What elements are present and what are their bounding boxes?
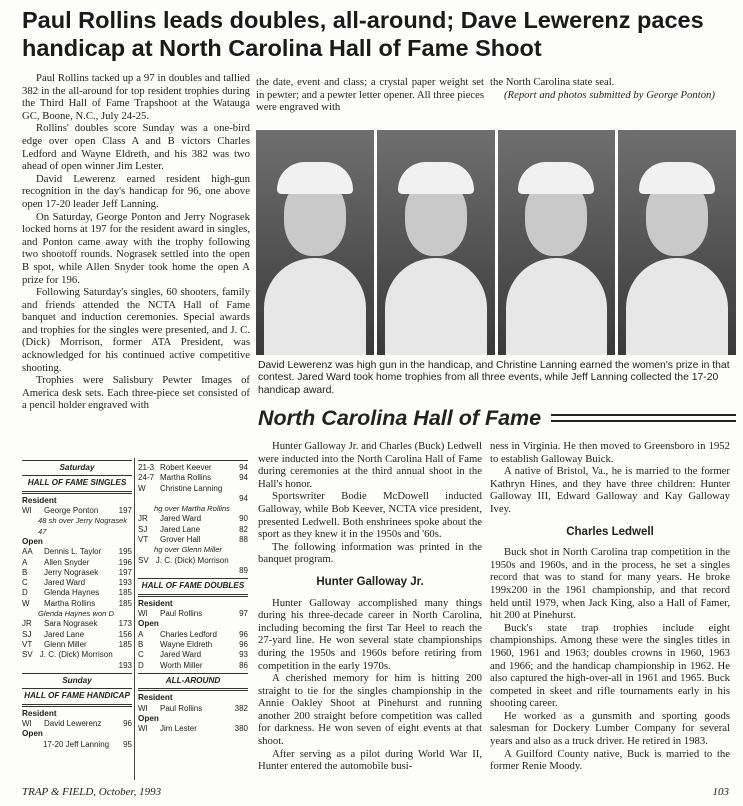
results-rule — [22, 704, 132, 707]
result-class: D — [138, 660, 144, 670]
hall-of-fame-banner — [258, 403, 736, 433]
result-row — [22, 568, 132, 578]
result-name: 17-20 Jeff Lanning — [42, 739, 110, 749]
result-row — [138, 609, 248, 619]
event-title: HALL OF FAME DOUBLES — [141, 581, 245, 591]
result-score: 380 — [234, 724, 248, 734]
hof-intro-paragraph: Hunter Galloway Jr. and Charles (Buck) Ledwell were inducted into the North Carolina Hall of Fame during ceremonies at the third annual shoot in the Hall's honor. — [258, 440, 482, 490]
result-class: SJ — [138, 524, 148, 534]
shooter-photo — [256, 130, 374, 355]
hof-intro-paragraph: Sportswriter Bodie McDowell inducted Galloway, while Bob Keever, NCTA vice president, presented Ledwell. Both enshrinees spoke about the sport as they knew it in the 1950s and '60s. — [258, 490, 482, 541]
result-score: 97 — [239, 609, 248, 619]
hof-intro-paragraph: The following information was printed in the banquet program. — [258, 540, 482, 566]
result-class: D — [22, 588, 28, 598]
result-score: 94 — [239, 493, 248, 503]
result-row — [22, 578, 132, 588]
story-column-left — [22, 72, 250, 412]
headline: Paul Rollins leads doubles, all-around; Dave Lewerenz paces handicap at North Carolina Hall of Fame Shoot — [22, 7, 704, 61]
result-score: 89 — [239, 565, 248, 575]
story-paragraph: Following Saturday's singles, 60 shooters, family and friends attended the NCTA Hall of Fame banquet and induction ceremonies. Special awards and trophies for the singles were presented, and J. C. (Dick) Morrison, former ATA President, was acknowledged for his continued active competitive shooting. — [22, 286, 250, 374]
result-name: Jerry Nograsek — [44, 567, 99, 577]
result-name: Dennis L. Taylor — [44, 547, 102, 557]
result-name: J. C. (Dick) Morrison — [39, 650, 113, 660]
result-score: 185 — [118, 588, 132, 598]
result-name: Glenn Miller — [44, 639, 87, 649]
result-note: Glenda Haynes won D — [38, 609, 114, 619]
result-row — [22, 650, 132, 660]
result-name: Paul Rollins — [160, 609, 203, 619]
footer-left: TRAP & FIELD, October, 1993 — [22, 786, 162, 798]
result-class: SV — [138, 555, 149, 565]
result-score: 90 — [239, 514, 248, 524]
result-class: JR — [138, 514, 148, 524]
result-name: Worth Miller — [160, 660, 203, 670]
result-note: hg over Glenn Miller — [154, 545, 222, 555]
result-score — [113, 650, 132, 660]
result-score: 193 — [118, 578, 132, 588]
result-name: Jared Ward — [160, 514, 202, 524]
result-class — [22, 740, 43, 750]
photo-figure-body — [385, 258, 487, 355]
result-class: WI — [138, 703, 148, 713]
report-credit: (Report and photos submitted by George Ponton) — [504, 88, 715, 101]
result-row — [138, 704, 248, 714]
result-row — [138, 640, 248, 650]
result-name: Grover Hall — [160, 535, 201, 545]
galloway-paragraph: After serving as a pilot during World War II, Hunter entered the automobile busi- — [258, 747, 482, 773]
photo-strip — [256, 130, 736, 355]
story-column-middle-top — [256, 76, 484, 114]
result-name: Jared Ward — [160, 650, 202, 660]
galloway-paragraph: A cherished memory for him is hitting 200 straight to tie for the singles championship in the Annie Oakley Shoot at Pinehurst and running another 200 straight before competition was called for darkness. He won seven of eight events at that shoot. — [258, 672, 482, 748]
story-paragraph: On Saturday, George Ponton and Jerry Nograsek locked horns at 197 for the resident award in singles, and Ponton came away with the trophy following two shootoff rounds. Nograsek settled into the open B spot, while Allen Snyder took home the open A prize for 196. — [22, 210, 250, 286]
result-row — [22, 599, 132, 609]
event-title: HALL OF FAME SINGLES — [27, 478, 127, 488]
results-rule — [138, 688, 248, 691]
result-name: Glenda Haynes — [44, 588, 100, 598]
story-paragraph: Paul Rollins tacked up a 97 in doubles and tallied 382 in the all-around for top resident trophies during the Third Hall of Fame Trapshoot at the Watauga GC, Boone, N.C., July 24-25. — [22, 72, 250, 122]
event-title: HALL OF FAME HANDICAP — [24, 691, 130, 701]
result-score — [224, 484, 248, 494]
result-row — [22, 630, 132, 640]
result-class: WI — [138, 724, 148, 734]
result-name: David Lewerenz — [44, 718, 102, 728]
resident-label: Resident — [138, 598, 173, 608]
result-name: Paul Rollins — [160, 703, 203, 713]
result-row — [22, 619, 132, 629]
result-note: 48 sh over Jerry Nograsek 47 — [38, 516, 128, 536]
result-row — [138, 556, 248, 566]
result-name: Wayne Eldreth — [160, 639, 213, 649]
results-rule — [138, 673, 248, 674]
result-row — [138, 484, 248, 494]
result-name: Jared Lane — [160, 524, 201, 534]
result-class: VT — [138, 535, 149, 545]
result-class: 24-7 — [138, 473, 155, 483]
results-box-left — [22, 458, 132, 750]
open-label: Open — [22, 729, 43, 739]
result-score: 94 — [239, 463, 248, 472]
ledwell-subhead: Charles Ledwell — [566, 525, 654, 538]
result-name: Jared Lane — [44, 629, 85, 639]
story-end: the North Carolina state seal. — [490, 76, 615, 88]
story-paragraph: Trophies were Salisbury Pewter Images of America desk sets. Each three-piece set consisted of a pencil holder engraved with — [22, 374, 250, 412]
result-row — [138, 473, 248, 483]
result-class: SJ — [22, 629, 32, 639]
result-score: 382 — [234, 703, 248, 713]
result-score: 173 — [118, 619, 132, 629]
result-class: VT — [22, 639, 33, 649]
result-class: W — [138, 483, 146, 493]
day-label: Sunday — [62, 675, 92, 685]
result-score: 96 — [239, 629, 248, 639]
result-class: SV — [22, 650, 33, 660]
result-class: A — [22, 557, 28, 567]
results-rule — [138, 578, 248, 579]
story-continuation: the date, event and class; a crystal paper weight set in pewter; and a pewter letter opener. All three pieces were engraved with — [256, 76, 484, 114]
result-score: 82 — [239, 524, 248, 534]
result-name: Martha Rollins — [160, 473, 212, 483]
galloway-paragraph: A native of Bristol, Va., he is married to the former Kathryn Hines, and they have three children: Hunter Galloway III, Edward Galloway and Kay Galloway Ivey. — [490, 465, 730, 515]
photo-figure-body — [506, 258, 608, 355]
result-row — [138, 661, 248, 671]
ledwell-paragraph: A Guilford County native, Buck is married to the former Renie Moody. — [490, 747, 730, 773]
result-score: 93 — [239, 650, 248, 660]
result-score: 195 — [118, 547, 132, 557]
result-score — [229, 556, 248, 566]
result-row — [138, 650, 248, 660]
story-column-right-top — [490, 76, 730, 101]
result-row — [138, 724, 248, 734]
result-class: WI — [22, 506, 32, 516]
galloway-subhead: Hunter Galloway Jr. — [316, 575, 424, 588]
result-name: Allen Snyder — [44, 557, 90, 567]
result-name: Jared Ward — [44, 578, 86, 588]
results-rule — [138, 594, 248, 597]
ledwell-paragraph: Buck shot in North Carolina trap competition in the 1950s and 1960s, and in the process, he set a singles record that was to stand for many years. He broke 199x200 in the 1961 championship, and that record held until 1979, when Jack King, also a Hall of Famer, hit 200 at Pinehurst. — [490, 546, 730, 622]
result-class: JR — [22, 619, 32, 629]
result-row — [22, 640, 132, 650]
photo-figure-cap — [398, 162, 474, 194]
result-class: WI — [138, 609, 148, 619]
result-row — [22, 740, 132, 750]
result-name: Christine Lanning — [160, 483, 223, 493]
result-row — [138, 525, 248, 535]
result-name: Martha Rollins — [44, 598, 96, 608]
result-name: Sara Nograsek — [44, 619, 98, 629]
result-class: C — [22, 578, 28, 588]
result-score: 86 — [239, 660, 248, 670]
result-name: Robert Keever — [160, 463, 212, 472]
results-rule — [22, 491, 132, 494]
open-label: Open — [138, 619, 159, 629]
results-rule — [138, 460, 248, 461]
story-paragraph: David Lewerenz earned resident high-gun recognition in the day's handicap for 96, one above open 17-20 leader Jeff Lanning. — [22, 172, 250, 210]
ledwell-paragraph: He worked as a gunsmith and sporting goods salesman for Dockery Lumber Company for several years and also as a truck driver. He retired in 1983. — [490, 709, 730, 748]
resident-label: Resident — [22, 708, 57, 718]
results-divider — [134, 458, 135, 780]
resident-label: Resident — [138, 693, 173, 703]
result-score: 95 — [123, 739, 132, 749]
result-name: Jim Lester — [160, 724, 197, 734]
result-class: B — [138, 639, 144, 649]
result-score: 88 — [239, 535, 248, 545]
photo-figure-body — [264, 258, 366, 355]
resident-label: Resident — [22, 495, 57, 505]
shooter-photo — [498, 130, 616, 355]
result-class: B — [22, 567, 28, 577]
results-box-right — [138, 458, 248, 735]
shooter-photo — [618, 130, 736, 355]
result-row — [22, 558, 132, 568]
result-row — [138, 463, 248, 473]
ledwell-paragraph: Buck's state trap trophies include eight championships. Among these were the singles titles in 1960, 1961 and 1963; doubles crowns in 1960, 1963 and 1966; and the handicap championship in 1962. He also captured the high-over-all in 1961 and 1965. Buck competed in skeet and rifle tournaments early in his shooting career. — [490, 621, 730, 710]
result-score: 185 — [118, 598, 132, 608]
results-rule — [22, 460, 132, 461]
result-class: C — [138, 650, 144, 660]
result-name: Charles Ledford — [160, 629, 217, 639]
result-name: George Ponton — [44, 506, 99, 516]
banner-rule — [551, 414, 736, 422]
photo-caption: David Lewerenz was high gun in the handicap, and Christine Lanning earned the women's prize in that contest. Jared Ward took home trophies from all three events, while Jeff Lanning collected the 17-20 handicap award. — [258, 360, 730, 396]
results-rule — [22, 475, 132, 476]
result-class: A — [138, 629, 144, 639]
result-score: 156 — [118, 629, 132, 639]
result-class: WI — [22, 718, 32, 728]
open-label: Open — [22, 536, 43, 546]
event-title: ALL-AROUND — [165, 675, 221, 685]
result-score: 94 — [239, 473, 248, 483]
result-row — [138, 514, 248, 524]
shooter-photo — [377, 130, 495, 355]
story-paragraph: Rollins' doubles score Sunday was a one-bird edge over open Class A and B victors Charles Ledford and Wayne Eldreth, and his 382 was two ahead of open winner Jim Lester. — [22, 122, 250, 173]
hof-column-1 — [258, 440, 482, 773]
result-score: 193 — [118, 660, 132, 670]
result-name: J. C. (Dick) Morrison — [155, 555, 229, 565]
result-row — [22, 506, 132, 516]
result-class: W — [22, 598, 30, 608]
result-note: hg over Martha Rollins — [154, 504, 230, 514]
result-row — [138, 630, 248, 640]
photo-figure-cap — [518, 162, 594, 194]
result-class: 21-3 — [138, 463, 155, 472]
photo-figure-body — [626, 258, 728, 355]
galloway-paragraph: ness in Virginia. He then moved to Greensboro in 1952 to establish Galloway Buick. — [490, 440, 730, 465]
result-class: AA — [22, 547, 33, 557]
page-number: 103 — [712, 786, 729, 798]
results-rule — [22, 688, 132, 689]
result-score: 197 — [118, 506, 132, 516]
hall-of-fame-title: North Carolina Hall of Fame — [258, 406, 542, 430]
result-score: 96 — [239, 639, 248, 649]
photo-figure-cap — [277, 162, 353, 194]
result-row — [22, 588, 132, 598]
photo-figure-cap — [639, 162, 715, 194]
result-score: 197 — [118, 567, 132, 577]
open-label: Open — [138, 713, 159, 723]
galloway-paragraph: Hunter Galloway accomplished many things during his three-decade career in North Carolina, including becoming the first Tar Heel to reach the 27-yard line. He won several state championships during the 1950s and 1960s before retiring from competition in the early 1970s. — [258, 596, 482, 672]
result-score: 196 — [118, 557, 132, 567]
hof-column-2 — [490, 440, 730, 773]
result-row — [22, 547, 132, 557]
result-score: 96 — [123, 718, 132, 728]
result-row — [138, 535, 248, 545]
day-label: Saturday — [59, 463, 95, 472]
result-score: 185 — [118, 639, 132, 649]
results-rule — [22, 673, 132, 674]
result-row — [22, 719, 132, 729]
